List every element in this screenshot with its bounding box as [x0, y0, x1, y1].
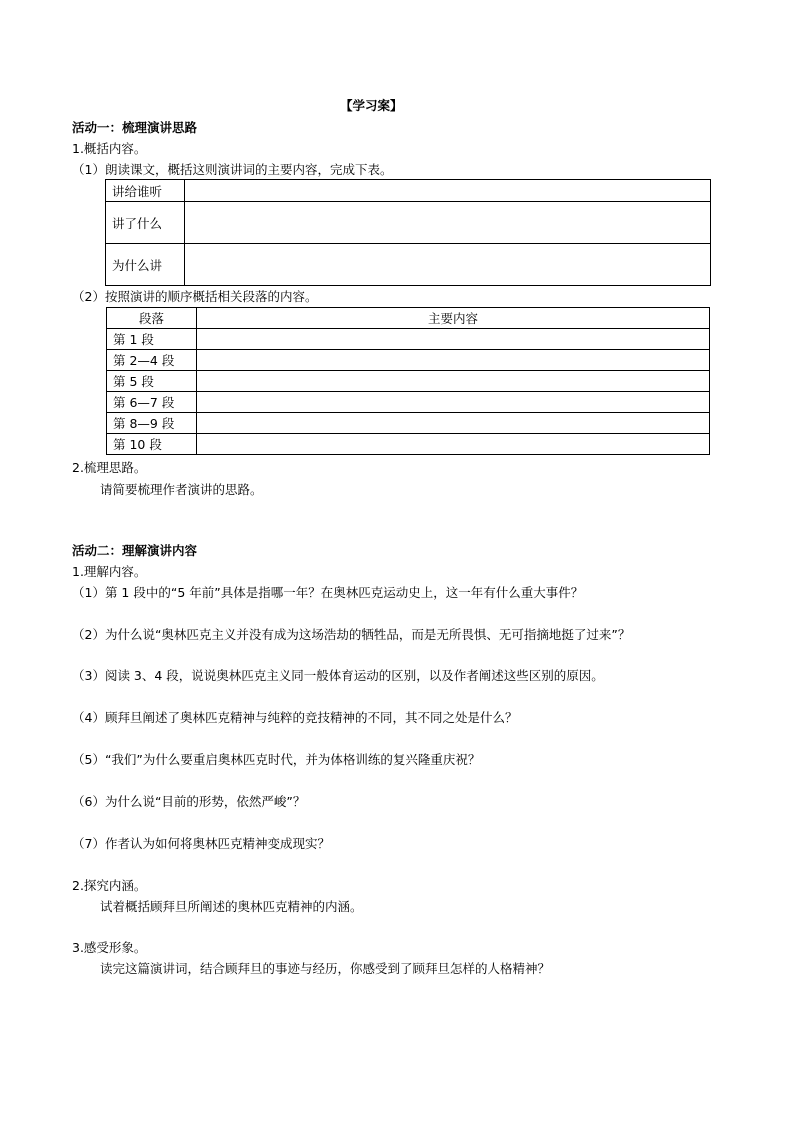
table-cell-label: 为什么讲: [106, 244, 185, 286]
table-cell-content[interactable]: [197, 350, 710, 371]
table-row: [106, 202, 711, 244]
page-title: 【学习案】: [340, 98, 403, 113]
activity2-item2-text: 试着概括顾拜旦所阐述的奥林匹克精神的内涵。: [100, 899, 363, 914]
table-row: [107, 413, 710, 434]
activity2-item3: 3.感受形象。: [72, 940, 147, 955]
table-row: [107, 392, 710, 413]
table-cell-content[interactable]: [197, 413, 710, 434]
activity1-item2-text: 请简要梳理作者演讲的思路。: [100, 482, 263, 497]
table-row: [107, 434, 710, 455]
table-cell-content[interactable]: [197, 371, 710, 392]
activity2-item3-text: 读完这篇演讲词，结合顾拜旦的事迹与经历，你感受到了顾拜旦怎样的人格精神？: [100, 961, 551, 976]
table-cell-paragraph: 第 10 段: [107, 434, 197, 455]
table-row: [107, 329, 710, 350]
activity1-question1: （1）朗读课文，概括这则演讲词的主要内容，完成下表。: [72, 162, 393, 177]
activity1-heading: 活动一：梳理演讲思路: [72, 120, 198, 135]
table-cell-paragraph: 第 8—9 段: [107, 413, 197, 434]
activity2-question: （4）顾拜旦阐述了奥林匹克精神与纯粹的竞技精神的不同，其不同之处是什么？: [72, 710, 518, 725]
activity1-item2: 2.梳理思路。: [72, 460, 147, 475]
activity2-question: （7）作者认为如何将奥林匹克精神变成现实？: [72, 836, 330, 851]
summary-table: [105, 179, 711, 286]
activity1-question2: （2）按照演讲的顺序概括相关段落的内容。: [72, 289, 318, 304]
table-row: [106, 180, 711, 202]
table-cell-answer[interactable]: [185, 180, 711, 202]
table-cell-paragraph: 第 5 段: [107, 371, 197, 392]
activity2-question: （6）为什么说“目前的形势，依然严峻”？: [72, 794, 306, 809]
table-cell-label: 讲了什么: [106, 202, 185, 244]
table-cell-paragraph: 第 2—4 段: [107, 350, 197, 371]
table-cell-paragraph: 第 6—7 段: [107, 392, 197, 413]
activity2-question: （1）第 1 段中的“5 年前”具体是指哪一年？在奥林匹克运动史上，这一年有什么重大事件？: [72, 585, 584, 600]
header-cell-paragraph: 段落: [107, 308, 197, 329]
activity2-question: （5）“我们”为什么要重启奥林匹克时代，并为体格训练的复兴隆重庆祝？: [72, 752, 481, 767]
activity1-item1: 1.概括内容。: [72, 141, 147, 156]
table-cell-label: 讲给谁听: [106, 180, 185, 202]
table-cell-answer[interactable]: [185, 244, 711, 286]
activity2-item1: 1.理解内容。: [72, 564, 147, 579]
activity2-item2: 2.探究内涵。: [72, 878, 147, 893]
table-cell-answer[interactable]: [185, 202, 711, 244]
table-row: [106, 244, 711, 286]
activity2-question: （3）阅读 3、4 段，说说奥林匹克主义同一般体育运动的区别，以及作者阐述这些区别的原因。: [72, 668, 604, 683]
paragraph-table: [106, 307, 710, 455]
header-cell-content: 主要内容: [197, 308, 710, 329]
table-cell-content[interactable]: [197, 392, 710, 413]
table-row: [107, 371, 710, 392]
table-cell-paragraph: 第 1 段: [107, 329, 197, 350]
table-header-row: [107, 308, 710, 329]
table-cell-content[interactable]: [197, 434, 710, 455]
table-row: [107, 350, 710, 371]
table-cell-content[interactable]: [197, 329, 710, 350]
activity2-question: （2）为什么说“奥林匹克主义并没有成为这场浩劫的牺牲品，而是无所畏惧、无可指摘地挺了过来”？: [72, 627, 631, 642]
activity2-heading: 活动二：理解演讲内容: [72, 543, 198, 558]
